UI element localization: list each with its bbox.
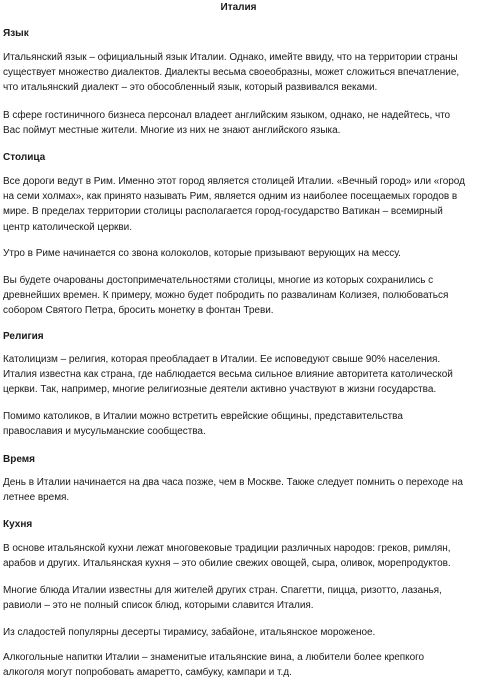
text-line: летнее время. — [3, 492, 70, 504]
text-line: арабов и других. Итальянская кухня – это обилие свежих овощей, сыра, оливок, морепродуктов. — [3, 558, 451, 570]
paragraph — [3, 108, 474, 138]
text-line: Алкогольные напитки Италии – знаменитые итальянские вина, а любители более крепкого — [3, 652, 425, 663]
text-line: Вы будете очарованы достопримечательностями столицы, многие из которых сохранились с — [3, 275, 434, 286]
text-line: Итальянский язык – официальный язык Италии. Однако, имейте ввиду, что на территории страны — [3, 52, 458, 63]
text-line: Утро в Риме начинается со звона колоколов, которые призывают верующих на мессу. — [3, 248, 401, 259]
document-title: Италия — [220, 2, 257, 13]
paragraph — [3, 273, 474, 319]
text-line: Из сладостей популярны десерты тирамису, забайоне, итальянское мороженое. — [3, 627, 376, 638]
section-heading-time: Время — [3, 454, 35, 465]
paragraph — [3, 352, 474, 398]
text-line: на семи холмах», как принято называть Рим, является одним из наиболее посещаемых городов в — [3, 191, 458, 203]
text-line: церкви. Так, например, многие религиозные деятели активно участвуют в жизни государства. — [3, 384, 437, 396]
text-line: Многие блюда Италии известны для жителей других стран. Спагетти, пицца, ризотто, лазанья, — [3, 585, 442, 596]
paragraph — [3, 541, 474, 571]
text-line: В сфере гостиничного бизнеса персонал владеет английским языком, однако, не надейтесь, что — [3, 110, 451, 121]
text-line: равиоли – это не полный список блюд, которыми славится Италия. — [3, 600, 314, 612]
text-line: существует множество диалектов. Диалекты весьма своеобразны, может сложиться впечатление, — [3, 67, 460, 79]
section-heading-language: Язык — [3, 28, 29, 39]
section-heading-capital: Столица — [3, 152, 46, 163]
text-line: Католицизм – религия, которая преобладает в Италии. Ее исповедуют свыше 90% населения. — [3, 354, 441, 365]
section-heading-religion: Религия — [3, 331, 44, 342]
text-line: собором Святого Петра, бросить монетку в фонтан Треви. — [3, 305, 274, 317]
text-line: мире. В пределах территории столицы располагается город-государство Ватикан – всемирный — [3, 206, 443, 218]
text-line: Италия известна как страна, где наблюдается весьма сильное влияние авторитета католической — [3, 369, 453, 381]
text-line: что итальянский диалект – это обособленный язык, который развивался веками. — [3, 82, 378, 94]
text-line: В основе итальянской кухни лежат многовековые традиции различных народов: греков, римлян, — [3, 543, 451, 554]
text-line: православия и мусульманские сообщества. — [3, 426, 206, 438]
text-line: древнейших времен. К примеру, можно будет побродить по развалинам Колизея, полюбоваться — [3, 290, 449, 302]
paragraph — [3, 174, 474, 235]
text-line: Все дороги ведут в Рим. Именно этот город является столицей Италии. «Вечный город» или «город — [3, 176, 465, 187]
section-heading-cuisine: Кухня — [3, 519, 33, 530]
paragraph — [3, 625, 474, 640]
paragraph — [3, 475, 474, 505]
paragraph — [3, 246, 474, 261]
paragraph — [3, 50, 474, 96]
text-line: День в Италии начинается на два часа позже, чем в Москве. Также следует помнить о переходе на — [3, 477, 463, 488]
text-line: Вас поймут местные жители. Многие из них не знают английского языка. — [3, 125, 341, 137]
text-line: алкоголя могут попробовать амаретто, самбуку, кампари и т.д. — [3, 667, 292, 679]
text-line: Помимо католиков, в Италии можно встретить еврейские общины, представительства — [3, 411, 403, 422]
paragraph — [3, 583, 474, 613]
text-line: центр католической церкви. — [3, 221, 132, 233]
paragraph — [3, 650, 474, 680]
paragraph — [3, 409, 474, 439]
